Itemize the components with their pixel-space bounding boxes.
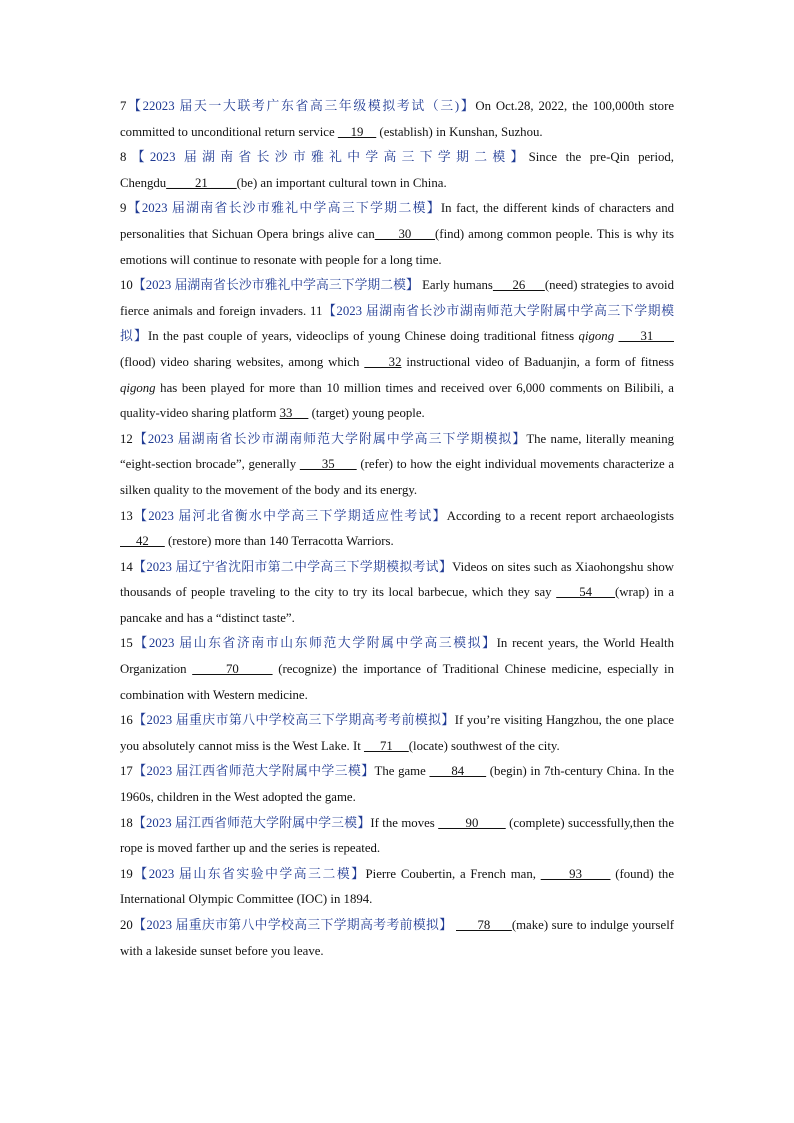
question-number: 8 bbox=[120, 150, 127, 165]
question-number: 20 bbox=[120, 918, 133, 932]
question-text: (wrap) in a pancake and has a “distinct taste”. bbox=[120, 585, 674, 625]
question-number: 16 bbox=[120, 713, 133, 728]
question-number: 12 bbox=[120, 431, 133, 446]
question-12 bbox=[120, 427, 674, 504]
answer-blank: 26 bbox=[492, 278, 545, 293]
question-list bbox=[120, 94, 674, 964]
question-8 bbox=[120, 145, 674, 196]
question-17 bbox=[120, 759, 674, 810]
question-text: (establish) in Kunshan, Suzhou. bbox=[376, 124, 543, 139]
question-number: 18 bbox=[120, 815, 133, 830]
question-text: According to a recent report archaeologists bbox=[446, 508, 675, 523]
answer-blank: 42 bbox=[120, 534, 165, 549]
question-text: (need) strategies to avoid fierce animals and foreign invaders. bbox=[120, 278, 674, 318]
question-text: (refer) to how the eight individual movements characterize a silken quality to the movement of the body and its energy. bbox=[120, 457, 675, 497]
question-number: 17 bbox=[120, 764, 133, 779]
question-number: 15 bbox=[120, 636, 133, 651]
question-text: (recognize) the importance of Traditional Chinese medicine, especially in combination with Western medicine. bbox=[120, 662, 674, 702]
question-text: In the past couple of years, videoclips of young Chinese doing traditional fitness bbox=[147, 329, 579, 344]
answer-blank: 54 bbox=[556, 585, 616, 600]
question-number: 7 bbox=[120, 99, 127, 113]
question-16 bbox=[120, 708, 674, 759]
question-source: 【2023 届辽宁省沈阳市第二中学高三下学期模拟考试】 bbox=[132, 559, 453, 574]
answer-blank: 78 bbox=[456, 918, 512, 932]
question-source: 【2023 届湖南省长沙市湖南师范大学附属中学高三下学期模拟】 bbox=[120, 303, 674, 344]
question-9 bbox=[120, 196, 674, 273]
question-source: 【2023 届重庆市第八中学校高三下学期高考考前模拟】 bbox=[132, 713, 455, 728]
question-text-italic: qigong bbox=[120, 380, 156, 395]
question-number: 11 bbox=[310, 303, 323, 318]
question-15 bbox=[120, 631, 674, 708]
answer-blank: 32 bbox=[364, 354, 402, 369]
question-text: Pierre Coubertin, a French man, bbox=[365, 866, 541, 881]
question-13 bbox=[120, 504, 674, 555]
question-text-italic: qigong bbox=[578, 329, 615, 344]
question-text: (complete) successfully,then the rope is moved farther up and the series is repeated. bbox=[120, 815, 675, 856]
answer-blank: 35 bbox=[299, 457, 357, 472]
question-text: (target) young people. bbox=[308, 406, 425, 421]
question-source: 【2023 届湖南省长沙市雅礼中学高三下学期二模】 bbox=[132, 278, 419, 293]
answer-blank: 33 bbox=[279, 406, 309, 421]
question-text: (be) an important cultural town in China. bbox=[236, 175, 447, 190]
question-text: (flood) video sharing websites, among which bbox=[120, 354, 365, 369]
question-source: 【2023 届山东省实验中学高三二模】 bbox=[132, 866, 366, 881]
answer-blank: 31 bbox=[618, 329, 674, 344]
question-number: 10 bbox=[120, 278, 133, 293]
question-number: 19 bbox=[120, 866, 133, 881]
question-source: 【2023 届河北省衡水中学高三下学期适应性考试】 bbox=[132, 508, 447, 523]
question-source: 【2023 届湖南省长沙市雅礼中学高三下学期二模】 bbox=[126, 201, 441, 216]
question-text: (find) among common people. This is why its emotions will continue to resonate with people for a long time. bbox=[120, 226, 675, 267]
question-number: 13 bbox=[120, 508, 133, 523]
question-text: (make) sure to indulge yourself with a lakeside sunset before you leave. bbox=[120, 918, 675, 958]
question-20 bbox=[120, 913, 674, 964]
question-text: Since the pre-Qin period, Chengdu bbox=[120, 150, 674, 190]
question-text: In recent years, the World Health Organization bbox=[120, 636, 674, 677]
question-19 bbox=[120, 862, 674, 913]
answer-blank: 93 bbox=[540, 866, 611, 881]
question-14 bbox=[120, 555, 674, 632]
answer-blank: 30 bbox=[374, 226, 436, 241]
answer-blank: 84 bbox=[429, 764, 487, 779]
question-text: (found) the International Olympic Committee (IOC) in 1894. bbox=[120, 866, 674, 907]
question-text: If the moves bbox=[370, 815, 439, 830]
question-18 bbox=[120, 811, 674, 862]
question-text: If you’re visiting Hangzhou, the one place you absolutely cannot miss is the West Lake. It bbox=[120, 713, 674, 753]
question-number: 14 bbox=[120, 559, 133, 574]
answer-blank: 90 bbox=[438, 815, 506, 830]
question-number: 9 bbox=[120, 201, 127, 216]
answer-blank: 71 bbox=[363, 738, 409, 753]
question-source: 【2023 届山东省济南市山东师范大学附属中学高三模拟】 bbox=[132, 636, 497, 651]
question-10-11 bbox=[120, 273, 674, 427]
question-source: 【2023 届湖南省长沙市雅礼中学高三下学期二模】 bbox=[126, 150, 529, 165]
question-source: 【2023 届江西省师范大学附属中学三模】 bbox=[132, 815, 371, 830]
question-text: Videos on sites such as Xiaohongshu show thousands of people traveling to the city to try its local barbecue, which they say bbox=[120, 559, 675, 600]
question-text: Early humans bbox=[418, 278, 493, 293]
question-source: 【22023 届天一大联考广东省高三年级模拟考试（三)】 bbox=[126, 99, 476, 113]
question-text: (begin) in 7th-century China. In the 1960s, children in the West adopted the game. bbox=[120, 764, 675, 805]
answer-blank: ____ 21 ____ bbox=[166, 175, 237, 190]
question-source: 【2023 届江西省师范大学附属中学三模】 bbox=[132, 764, 375, 779]
question-text: The name, literally meaning “eight-section brocade”, generally bbox=[120, 431, 675, 472]
question-source: 【2023 届湖南省长沙市湖南师范大学附属中学高三下学期模拟】 bbox=[132, 431, 527, 446]
question-text: (locate) southwest of the city. bbox=[408, 738, 560, 753]
answer-blank: 19 bbox=[337, 124, 377, 139]
answer-blank: 70 bbox=[192, 662, 273, 677]
question-text: (restore) more than 140 Terracotta Warriors. bbox=[164, 534, 394, 549]
question-text: On Oct.28, 2022, the 100,000th store committed to unconditional return service bbox=[120, 99, 675, 139]
question-source: 【2023 届重庆市第八中学校高三下学期高考考前模拟】 bbox=[132, 918, 453, 932]
question-text: has been played for more than 10 million times and received over 6,000 comments on Bilibili, a quality-video sharing platform bbox=[120, 380, 674, 421]
question-text: The game bbox=[374, 764, 430, 779]
question-text: In fact, the different kinds of characters and personalities that Sichuan Opera brings alive can bbox=[120, 201, 675, 241]
question-text: instructional video of Baduanjin, a form of fitness bbox=[401, 354, 674, 369]
question-7 bbox=[120, 94, 674, 145]
